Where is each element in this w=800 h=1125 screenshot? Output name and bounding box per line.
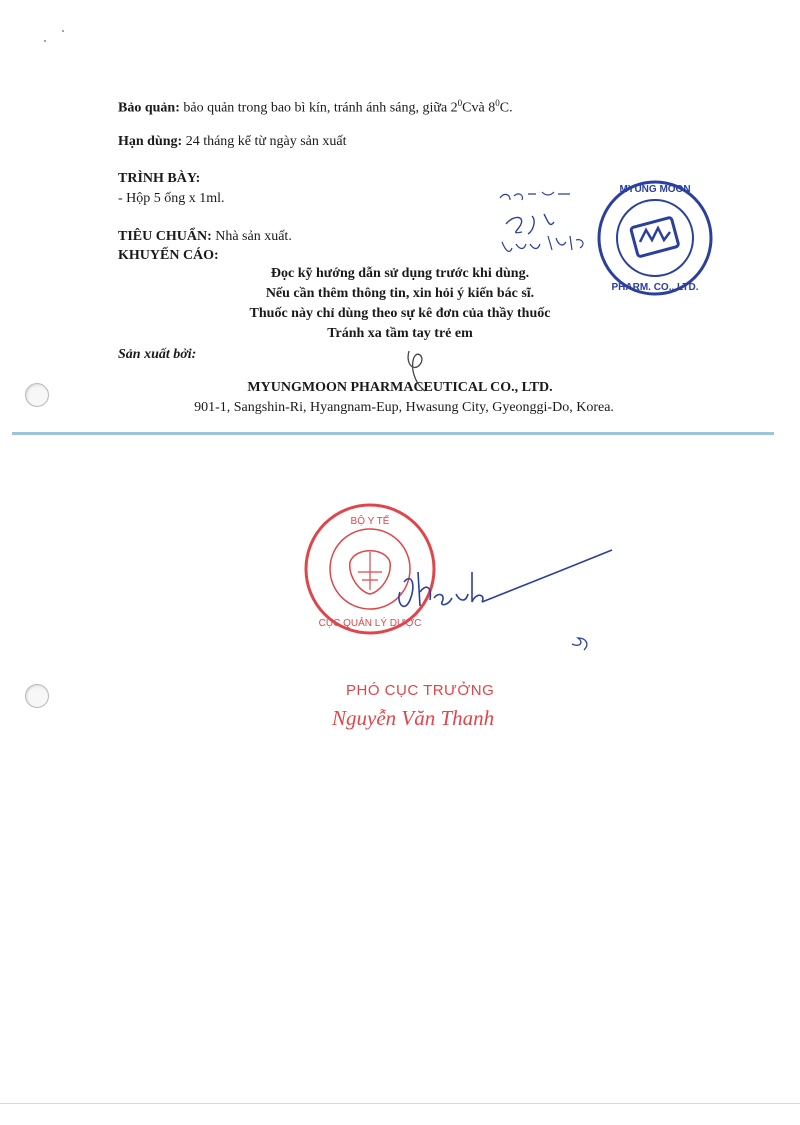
approval-title: PHÓ CỤC TRƯỞNG: [346, 682, 495, 699]
section-divider: [12, 432, 774, 435]
manufacturer-address: 901-1, Sangshin-Ri, Hyangnam-Eup, Hwasung City, Gyeonggi-Do, Korea.: [194, 400, 614, 415]
warning-line: Nếu cần thêm thông tin, xin hỏi ý kiến bác sĩ.: [265, 286, 535, 301]
manufacturer-label: Sản xuất bởi:: [118, 347, 197, 362]
shelf-life-label: Hạn dùng:: [118, 134, 183, 149]
scan-speck: [44, 40, 46, 42]
storage-line: [118, 98, 513, 117]
manufacturer-name: MYUNGMOON PHARMACEUTICAL CO., LTD.: [247, 380, 553, 395]
seal-text-bottom: CỤC QUẢN LÝ DƯỢC: [318, 618, 422, 629]
punch-hole: [25, 684, 49, 708]
warning-line: Thuốc này chỉ dùng theo sự kê đơn của thầy thuốc: [249, 306, 551, 321]
approval-seal: [300, 502, 620, 652]
warning-label: KHUYẾN CÁO:: [118, 248, 219, 263]
seal-text: MYUNG MOON: [619, 184, 691, 195]
punch-hole: [25, 383, 49, 407]
bottom-edge-line: [0, 1103, 800, 1104]
seal-text-top: BỘ Y TẾ: [350, 516, 390, 527]
storage-sup1: 0: [457, 98, 463, 108]
warning-line: Tránh xa tầm tay trẻ em: [327, 326, 473, 341]
presentation-label: TRÌNH BÀY:: [118, 171, 201, 186]
scan-speck: [62, 30, 64, 32]
seal-text: PHARM. CO., LTD.: [611, 282, 699, 293]
standard-label: TIÊU CHUẨN:: [118, 229, 212, 244]
storage-mid: Cvà 8: [462, 100, 496, 116]
storage-text: bảo quản trong bao bì kín, tránh ánh sáng, giữa 2: [183, 100, 458, 116]
storage-end: C.: [499, 100, 513, 116]
storage-label: Bảo quản:: [118, 100, 180, 116]
shelf-life-line: [118, 134, 346, 150]
standard-line: [118, 229, 292, 245]
company-seal: [492, 178, 722, 298]
shelf-life-text: 24 tháng kể từ ngày sản xuất: [185, 134, 347, 149]
approval-name: Nguyễn Văn Thanh: [332, 706, 495, 730]
presentation-item: - Hộp 5 ống x 1ml.: [118, 191, 225, 206]
storage-sup2: 0: [495, 98, 500, 108]
warning-line: Đọc kỹ hướng dẫn sử dụng trước khi dùng.: [270, 266, 530, 281]
standard-text: Nhà sản xuất.: [215, 229, 292, 244]
initial-mark: [395, 345, 445, 395]
